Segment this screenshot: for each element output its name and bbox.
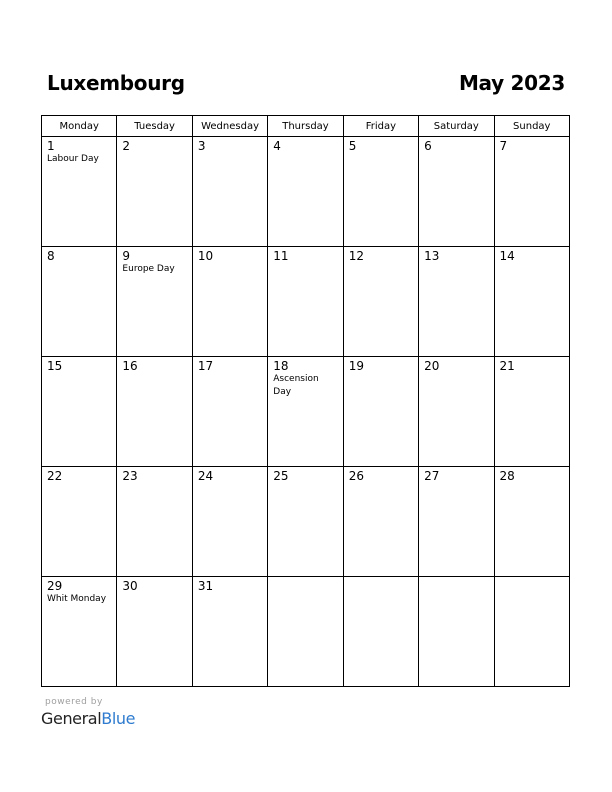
day-cell bbox=[343, 577, 418, 687]
day-number: 2 bbox=[122, 139, 131, 153]
day-number: 17 bbox=[197, 359, 214, 373]
day-number: 15 bbox=[47, 359, 63, 373]
day-cell bbox=[419, 357, 494, 467]
week-row bbox=[42, 357, 570, 467]
day-number: 22 bbox=[47, 469, 63, 483]
day-number: 30 bbox=[122, 579, 138, 593]
day-cell bbox=[419, 577, 494, 687]
day-number: 12 bbox=[348, 249, 364, 263]
day-number: 5 bbox=[348, 139, 357, 153]
day-cell bbox=[192, 137, 267, 247]
day-cell bbox=[192, 247, 267, 357]
day-cell bbox=[117, 247, 192, 357]
week-row bbox=[42, 467, 570, 577]
day-number: 31 bbox=[197, 579, 214, 593]
day-cell bbox=[343, 357, 418, 467]
week-row bbox=[42, 577, 570, 687]
day-cell bbox=[419, 467, 494, 577]
weekday-header: Tuesday bbox=[117, 116, 192, 137]
day-number: 4 bbox=[273, 139, 281, 153]
day-number: 14 bbox=[499, 249, 515, 263]
weekday-header-row bbox=[42, 116, 570, 137]
day-cell bbox=[268, 247, 343, 357]
day-cell bbox=[419, 137, 494, 247]
day-cell bbox=[268, 577, 343, 687]
day-cell bbox=[117, 577, 192, 687]
powered-by-text: powered by bbox=[45, 697, 103, 707]
day-number: 3 bbox=[197, 139, 206, 153]
day-number: 7 bbox=[499, 139, 508, 153]
day-cell bbox=[42, 467, 117, 577]
day-number: 18 bbox=[273, 359, 289, 373]
day-cell bbox=[117, 357, 192, 467]
holiday-label: Labour Day bbox=[47, 154, 99, 164]
day-cell bbox=[494, 467, 569, 577]
day-number: 10 bbox=[197, 249, 214, 263]
day-number: 9 bbox=[122, 249, 131, 263]
day-cell bbox=[42, 247, 117, 357]
month-title: May 2023 bbox=[458, 71, 565, 95]
week-row bbox=[42, 247, 570, 357]
day-cell bbox=[343, 137, 418, 247]
day-number: 11 bbox=[273, 249, 289, 263]
day-number: 20 bbox=[424, 359, 440, 373]
generalblue-logo bbox=[41, 709, 135, 728]
day-cell bbox=[419, 247, 494, 357]
day-number: 6 bbox=[424, 139, 432, 153]
day-cell bbox=[42, 137, 117, 247]
day-number: 1 bbox=[47, 139, 55, 153]
day-cell bbox=[192, 467, 267, 577]
weekday-header: Monday bbox=[42, 116, 117, 137]
weekday-header: Sunday bbox=[494, 116, 569, 137]
day-cell bbox=[117, 467, 192, 577]
holiday-label: Ascension Day bbox=[273, 374, 319, 397]
day-cell bbox=[343, 467, 418, 577]
day-number: 23 bbox=[122, 469, 138, 483]
week-row bbox=[42, 137, 570, 247]
day-cell bbox=[268, 357, 343, 467]
day-number: 25 bbox=[273, 469, 289, 483]
day-number: 26 bbox=[348, 469, 364, 483]
logo-general-text: General bbox=[41, 709, 102, 728]
day-number: 27 bbox=[424, 469, 440, 483]
holiday-label: Europe Day bbox=[122, 264, 175, 274]
day-cell bbox=[494, 357, 569, 467]
day-number: 28 bbox=[499, 469, 515, 483]
country-title: Luxembourg bbox=[47, 71, 185, 95]
logo-blue-text: Blue bbox=[101, 709, 136, 728]
calendar-grid bbox=[41, 115, 570, 687]
day-number: 24 bbox=[197, 469, 214, 483]
weekday-header: Wednesday bbox=[192, 116, 267, 137]
holiday-label: Whit Monday bbox=[47, 594, 107, 604]
day-cell bbox=[494, 577, 569, 687]
day-cell bbox=[192, 577, 267, 687]
day-cell bbox=[117, 137, 192, 247]
day-cell bbox=[42, 357, 117, 467]
day-cell bbox=[343, 247, 418, 357]
day-number: 29 bbox=[47, 579, 63, 593]
day-cell bbox=[268, 467, 343, 577]
day-number: 8 bbox=[47, 249, 55, 263]
calendar-body bbox=[42, 137, 570, 687]
day-number: 21 bbox=[499, 359, 515, 373]
day-cell bbox=[42, 577, 117, 687]
day-cell bbox=[192, 357, 267, 467]
weekday-header: Thursday bbox=[268, 116, 343, 137]
day-cell bbox=[494, 247, 569, 357]
day-number: 19 bbox=[348, 359, 364, 373]
day-cell bbox=[268, 137, 343, 247]
day-number: 16 bbox=[122, 359, 138, 373]
day-cell bbox=[494, 137, 569, 247]
day-number: 13 bbox=[424, 249, 440, 263]
weekday-header: Friday bbox=[343, 116, 418, 137]
weekday-header: Saturday bbox=[419, 116, 494, 137]
